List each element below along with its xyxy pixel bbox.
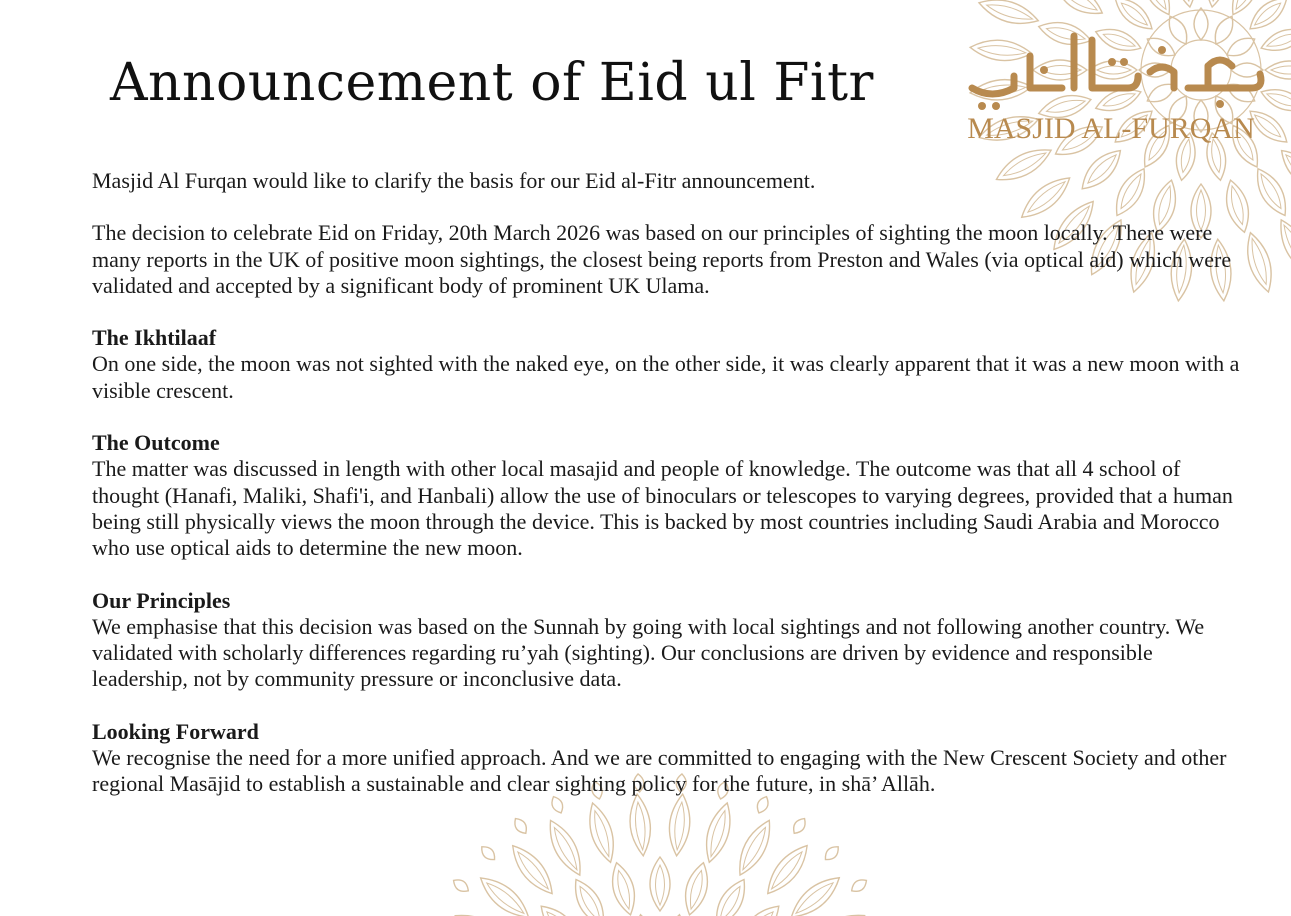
section-outcome xyxy=(92,430,1242,561)
section-heading: Looking Forward xyxy=(92,718,259,744)
section-ikhtilaaf xyxy=(92,325,1242,404)
section-body: The matter was discussed in length with other local masajid and people of knowledge. The outcome was that all 4 school of thought (Hanafi, Maliki, Shafi'i, and Hanbali) allow the use of binoculars or telescopes to varying degrees, provided that a human being still physically views the moon through the device. This is backed by most countries including Saudi Arabia and Morocco who use optical aids to determine the new moon. xyxy=(92,456,1233,561)
section-principles xyxy=(92,588,1242,693)
decision-paragraph: The decision to celebrate Eid on Friday, 20th March 2026 was based on our principles of sighting the moon locally. There were many reports in the UK of positive moon sightings, the closest being reports from Preston and Wales (via optical aid) which were validated and accepted by a significant body of prominent UK Ulama. xyxy=(92,220,1232,298)
masjid-logo xyxy=(952,26,1270,152)
arabic-calligraphy-logo-icon xyxy=(952,26,1270,116)
announcement-body xyxy=(92,168,1242,824)
section-heading: The Ikhtilaaf xyxy=(92,325,217,351)
intro-paragraph: Masjid Al Furqan would like to clarify the basis for our Eid al-Fitr announcement. xyxy=(92,168,816,193)
section-body: We recognise the need for a more unified approach. And we are committed to engaging with the New Crescent Society and other regional Masājid to establish a sustainable and clear sighting policy for the future, in shā’ Allāh. xyxy=(92,745,1227,797)
page-title: Announcement of Eid ul Fitr xyxy=(110,53,874,113)
section-body: We emphasise that this decision was based on the Sunnah by going with local sightings and not following another country. We validated with scholarly differences regarding ru’yah (sighting). Our conclusions are driven by evidence and responsible leadership, not by community pressure or inconclusive data. xyxy=(92,613,1205,692)
logo-english-text: MASJID AL-FURQAN xyxy=(967,112,1255,145)
section-looking-forward xyxy=(92,719,1242,798)
section-heading: Our Principles xyxy=(92,587,231,613)
section-body: On one side, the moon was not sighted with the naked eye, on the other side, it was clearly apparent that it was a new moon with a visible crescent. xyxy=(92,351,1240,403)
section-heading: The Outcome xyxy=(92,430,220,456)
